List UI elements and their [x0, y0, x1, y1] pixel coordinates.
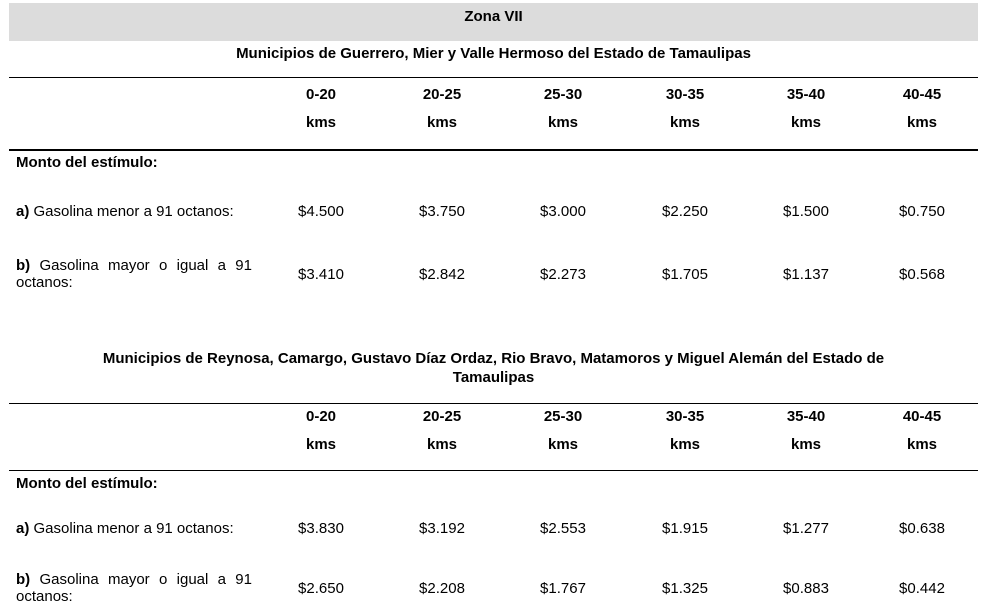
- column-unit: kms: [790, 436, 822, 453]
- column-range: 0-20: [305, 408, 337, 425]
- row-label-gasolina-mayor: [16, 257, 252, 291]
- column-header-30-35: [645, 81, 725, 137]
- table-cell: $0.883: [783, 580, 829, 597]
- table-cell: $1.767: [540, 580, 586, 597]
- column-unit: kms: [790, 114, 822, 131]
- column-header-0-20: [281, 81, 361, 137]
- table-cell: $2.250: [662, 203, 708, 220]
- column-unit: kms: [547, 114, 579, 131]
- column-range: 35-40: [786, 408, 826, 425]
- column-range: 30-35: [665, 408, 705, 425]
- column-range: 20-25: [422, 86, 462, 103]
- column-unit: kms: [426, 114, 458, 131]
- table-cell: $0.568: [899, 266, 945, 283]
- column-range: 35-40: [786, 86, 826, 103]
- section-title: Municipios de Reynosa, Camargo, Gustavo Díaz Ordaz, Rio Bravo, Matamoros y Miguel Alemán del Estado de Tamaulipas: [102, 350, 885, 386]
- column-range: 0-20: [305, 86, 337, 103]
- table-cell: $3.000: [540, 203, 586, 220]
- column-unit: kms: [906, 114, 938, 131]
- header-rule: [9, 77, 978, 78]
- column-unit: kms: [305, 114, 337, 131]
- column-range: 25-30: [543, 408, 583, 425]
- column-range: 20-25: [422, 408, 462, 425]
- table-cell: $0.638: [899, 520, 945, 537]
- column-range: 40-45: [902, 86, 942, 103]
- column-range: 25-30: [543, 86, 583, 103]
- row-text: Gasolina menor a 91 octanos:: [29, 520, 234, 537]
- row-letter: b): [16, 257, 31, 274]
- row-label-gasolina-menor: [16, 203, 252, 220]
- table-cell: $1.915: [662, 520, 708, 537]
- table-cell: $1.325: [662, 580, 708, 597]
- row-text: Gasolina menor a 91 octanos:: [29, 203, 234, 220]
- row-letter: a): [16, 203, 30, 220]
- column-unit: kms: [426, 436, 458, 453]
- column-unit: kms: [906, 436, 938, 453]
- table-cell: $1.500: [783, 203, 829, 220]
- table-cell: $1.705: [662, 266, 708, 283]
- column-unit: kms: [305, 436, 337, 453]
- column-unit: kms: [547, 436, 579, 453]
- row-text: Gasolina mayor o igual a 91 octanos:: [16, 257, 252, 291]
- column-header-40-45: [882, 403, 962, 459]
- column-unit: kms: [669, 114, 701, 131]
- header-bottom-rule: [9, 149, 978, 151]
- table-cell: $0.442: [899, 580, 945, 597]
- column-header-35-40: [766, 81, 846, 137]
- table-cell: $1.137: [783, 266, 829, 283]
- zone-title: Zona VII: [9, 3, 978, 41]
- table-cell: $1.277: [783, 520, 829, 537]
- column-header-35-40: [766, 403, 846, 459]
- column-header-20-25: [402, 403, 482, 459]
- header-bottom-rule: [9, 470, 978, 471]
- row-text: Gasolina mayor o igual a 91 octanos:: [16, 571, 252, 605]
- column-header-30-35: [645, 403, 725, 459]
- row-label-gasolina-mayor: [16, 571, 252, 605]
- table-cell: $3.192: [419, 520, 465, 537]
- row-letter: b): [16, 571, 31, 588]
- stimulus-label: Monto del estímulo:: [16, 154, 158, 171]
- column-header-0-20: [281, 403, 361, 459]
- table-cell: $4.500: [298, 203, 344, 220]
- table-cell: $2.842: [419, 266, 465, 283]
- column-unit: kms: [669, 436, 701, 453]
- column-range: 40-45: [902, 408, 942, 425]
- column-range: 30-35: [665, 86, 705, 103]
- table-cell: $2.650: [298, 580, 344, 597]
- column-header-25-30: [523, 81, 603, 137]
- table-cell: $0.750: [899, 203, 945, 220]
- table-cell: $3.830: [298, 520, 344, 537]
- stimulus-label: Monto del estímulo:: [16, 475, 158, 492]
- table-cell: $3.750: [419, 203, 465, 220]
- table-cell: $2.208: [419, 580, 465, 597]
- table-cell: $2.553: [540, 520, 586, 537]
- table-cell: $2.273: [540, 266, 586, 283]
- column-header-40-45: [882, 81, 962, 137]
- row-letter: a): [16, 520, 30, 537]
- table-cell: $3.410: [298, 266, 344, 283]
- section-title: Municipios de Guerrero, Mier y Valle Hermoso del Estado de Tamaulipas: [236, 45, 751, 62]
- column-header-20-25: [402, 81, 482, 137]
- row-label-gasolina-menor: [16, 520, 252, 537]
- column-header-25-30: [523, 403, 603, 459]
